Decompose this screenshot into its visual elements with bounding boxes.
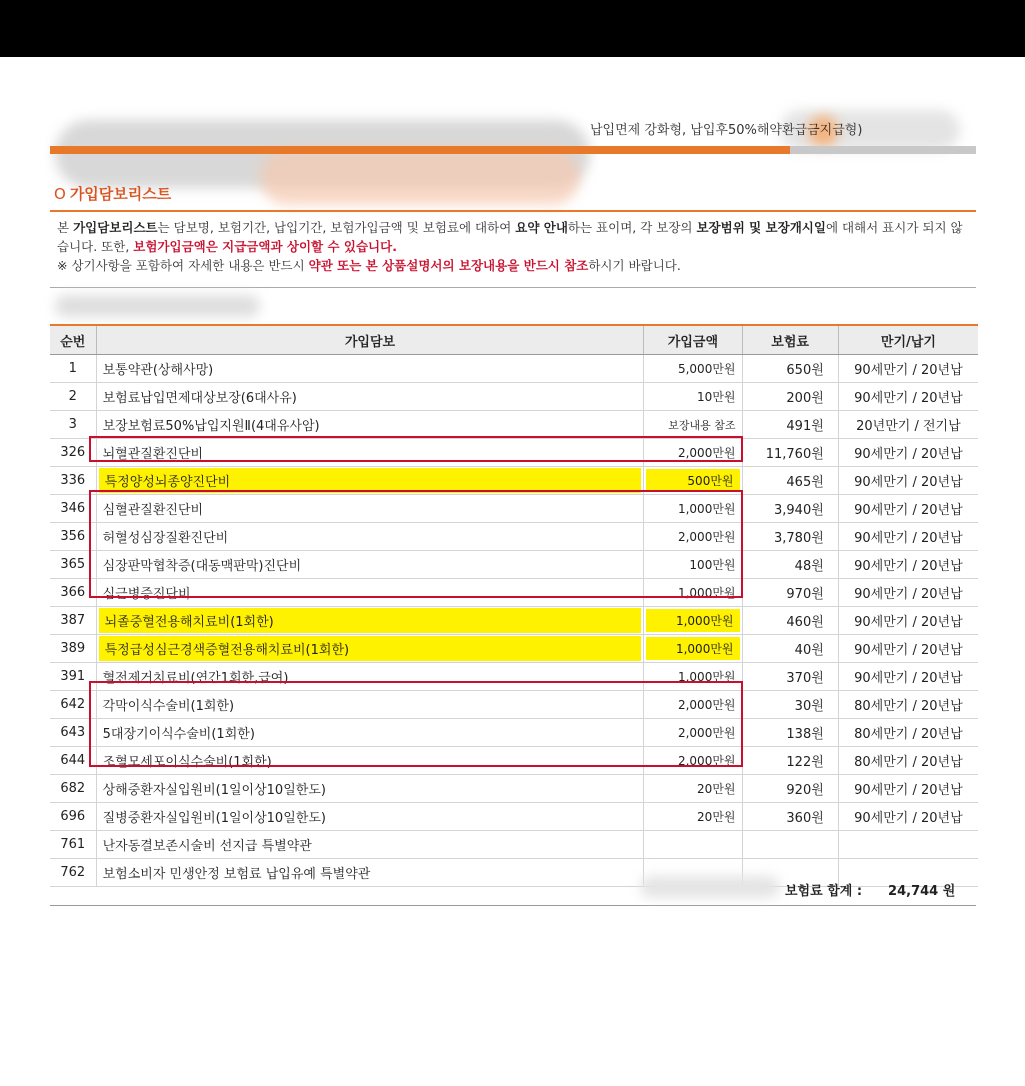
cell-amount: 2,000만원 [644, 523, 742, 551]
cell-amount: 1,000만원 [644, 663, 742, 691]
table-row [50, 383, 978, 411]
cell-premium: 650원 [742, 355, 838, 383]
cell-no: 761 [50, 831, 96, 859]
cell-amount: 10만원 [644, 383, 742, 411]
cell-premium: 970원 [742, 579, 838, 607]
cell-no: 696 [50, 803, 96, 831]
cell-amount: 2,000만원 [644, 747, 742, 775]
cell-premium: 48원 [742, 551, 838, 579]
section-divider [50, 210, 976, 212]
cell-no: 387 [50, 607, 96, 635]
coverage-table [50, 324, 978, 887]
cell-term: 90세만기 / 20년납 [838, 523, 978, 551]
cell-term: 90세만기 / 20년납 [838, 383, 978, 411]
circle-bullet-icon: O [54, 185, 66, 203]
cell-premium: 138원 [742, 719, 838, 747]
cell-coverage: 조혈모세포이식수술비(1회한) [96, 747, 644, 775]
cell-premium: 465원 [742, 467, 838, 495]
highlighted-text: 1,000만원 [646, 637, 739, 660]
cell-amount: 보장내용 참조 [644, 411, 742, 439]
col-header-no: 순번 [50, 325, 96, 355]
cell-premium: 920원 [742, 775, 838, 803]
cell-term: 90세만기 / 20년납 [838, 607, 978, 635]
cell-term: 90세만기 / 20년납 [838, 663, 978, 691]
cell-coverage: 질병중환자실입원비(1일이상10일한도) [96, 803, 644, 831]
table-row [50, 803, 978, 831]
highlight-box-cerebrovascular [89, 436, 743, 462]
cell-coverage: 상해중환자실입원비(1일이상10일한도) [96, 775, 644, 803]
cell-term: 90세만기 / 20년납 [838, 551, 978, 579]
section-title [54, 183, 171, 204]
cell-coverage: 보통약관(상해사망) [96, 355, 644, 383]
table-row [50, 607, 978, 635]
col-header-amount: 가입금액 [644, 325, 742, 355]
cell-coverage [96, 607, 644, 635]
cell-amount: 2,000만원 [644, 719, 742, 747]
cell-premium: 40원 [742, 635, 838, 663]
total-label: 보험료 합계 : [785, 884, 863, 899]
cell-coverage: 허혈성심장질환진단비 [96, 523, 644, 551]
cell-coverage: 보험소비자 민생안정 보험료 납입유예 특별약관 [96, 859, 644, 887]
table-header-row [50, 325, 978, 355]
col-header-term: 만기/납기 [838, 325, 978, 355]
highlighted-text: 뇌졸중혈전용해치료비(1회한) [99, 608, 642, 633]
cell-amount: 5,000만원 [644, 355, 742, 383]
cell-coverage: 5대장기이식수술비(1회한) [96, 719, 644, 747]
cell-premium: 30원 [742, 691, 838, 719]
notice-divider [50, 287, 976, 288]
table-row [50, 775, 978, 803]
product-subtitle: 납입면제 강화형, 납입후50%해약환급금지급형) [590, 123, 863, 138]
cell-premium [742, 831, 838, 859]
cell-term: 90세만기 / 20년납 [838, 579, 978, 607]
cell-amount [644, 635, 742, 663]
cell-amount: 100만원 [644, 551, 742, 579]
section-title-text: 가입담보리스트 [69, 185, 172, 203]
cell-amount: 1,000만원 [644, 495, 742, 523]
total-divider [50, 905, 976, 906]
highlight-box-cardiovascular [89, 490, 743, 598]
cell-no: 346 [50, 495, 96, 523]
cell-term: 20년만기 / 전기납 [838, 411, 978, 439]
redacted-label [55, 295, 260, 317]
cell-premium: 11,760원 [742, 439, 838, 467]
cell-premium: 360원 [742, 803, 838, 831]
table-row [50, 411, 978, 439]
cell-term: 90세만기 / 20년납 [838, 775, 978, 803]
cell-premium: 3,940원 [742, 495, 838, 523]
cell-no: 365 [50, 551, 96, 579]
cell-term [838, 831, 978, 859]
cell-term: 80세만기 / 20년납 [838, 719, 978, 747]
cell-coverage: 혈전제거치료비(연간1회한,급여) [96, 663, 644, 691]
cell-term: 90세만기 / 20년납 [838, 635, 978, 663]
cell-no: 642 [50, 691, 96, 719]
col-header-premium: 보험료 [742, 325, 838, 355]
title-underline-gray [790, 146, 976, 154]
cell-no: 643 [50, 719, 96, 747]
highlighted-text: 특정양성뇌종양진단비 [99, 468, 642, 493]
cell-no: 3 [50, 411, 96, 439]
cell-amount: 20만원 [644, 775, 742, 803]
cell-premium: 491원 [742, 411, 838, 439]
cell-term: 90세만기 / 20년납 [838, 355, 978, 383]
cell-term: 90세만기 / 20년납 [838, 495, 978, 523]
cell-no: 644 [50, 747, 96, 775]
cell-coverage: 보험료납입면제대상보장(6대사유) [96, 383, 644, 411]
cell-amount: 1,000만원 [644, 579, 742, 607]
cell-premium: 122원 [742, 747, 838, 775]
cell-term: 90세만기 / 20년납 [838, 803, 978, 831]
cell-no: 389 [50, 635, 96, 663]
cell-no: 682 [50, 775, 96, 803]
total-premium [785, 880, 955, 899]
cell-coverage: 난자동결보존시술비 선지급 특별약관 [96, 831, 644, 859]
cell-amount [644, 831, 742, 859]
table-row [50, 355, 978, 383]
cell-term: 80세만기 / 20년납 [838, 691, 978, 719]
cell-premium: 3,780원 [742, 523, 838, 551]
cell-no: 326 [50, 439, 96, 467]
cell-no: 1 [50, 355, 96, 383]
cell-coverage: 심근병증진단비 [96, 579, 644, 607]
cell-coverage: 심장판막협착증(대동맥판막)진단비 [96, 551, 644, 579]
col-header-coverage: 가입담보 [96, 325, 644, 355]
cell-no: 366 [50, 579, 96, 607]
cell-no: 336 [50, 467, 96, 495]
cell-term: 80세만기 / 20년납 [838, 747, 978, 775]
cell-coverage: 뇌혈관질환진단비 [96, 439, 644, 467]
title-underline-orange [50, 146, 790, 154]
table-row [50, 635, 978, 663]
cell-term: 90세만기 / 20년납 [838, 439, 978, 467]
cell-premium: 460원 [742, 607, 838, 635]
redacted-title-peach [260, 150, 580, 205]
cell-no: 762 [50, 859, 96, 887]
cell-no: 356 [50, 523, 96, 551]
cell-term: 90세만기 / 20년납 [838, 467, 978, 495]
cell-amount: 20만원 [644, 803, 742, 831]
cell-amount: 2,000만원 [644, 439, 742, 467]
cell-coverage: 심혈관질환진단비 [96, 495, 644, 523]
highlighted-text: 1,000만원 [646, 609, 739, 632]
cell-amount [644, 607, 742, 635]
cell-coverage: 보장보험료50%납입지원Ⅱ(4대유사암) [96, 411, 644, 439]
highlighted-text: 500만원 [646, 469, 739, 492]
cell-coverage [96, 635, 644, 663]
highlighted-text: 특정급성심근경색증혈전용해치료비(1회한) [99, 636, 642, 661]
cell-no: 2 [50, 383, 96, 411]
cell-amount: 2,000만원 [644, 691, 742, 719]
cell-no: 391 [50, 663, 96, 691]
highlight-box-transplant [89, 681, 743, 767]
redacted-total-prefix [640, 876, 780, 898]
notice-text: 본 가입담보리스트는 담보명, 보험기간, 납입기간, 보험가입금액 및 보험료에 대하여 요약 안내하는 표이며, 각 보장의 보장범위 및 보장개시일에 대해서 표시가 되지 않습니다. 또한, 보험가입금액은 지급금액과 상이할 수 있습니다. ※ 상기사항을 포함하여 자세한 내용은 반드시 약관 또는 본 상품설명서의 보장내용을 반드시 참조하시기 바랍니다. [57, 220, 963, 273]
table-row [50, 831, 978, 859]
cell-premium: 370원 [742, 663, 838, 691]
cell-premium: 200원 [742, 383, 838, 411]
total-value: 24,744 원 [888, 884, 956, 899]
cell-coverage: 각막이식수술비(1회한) [96, 691, 644, 719]
